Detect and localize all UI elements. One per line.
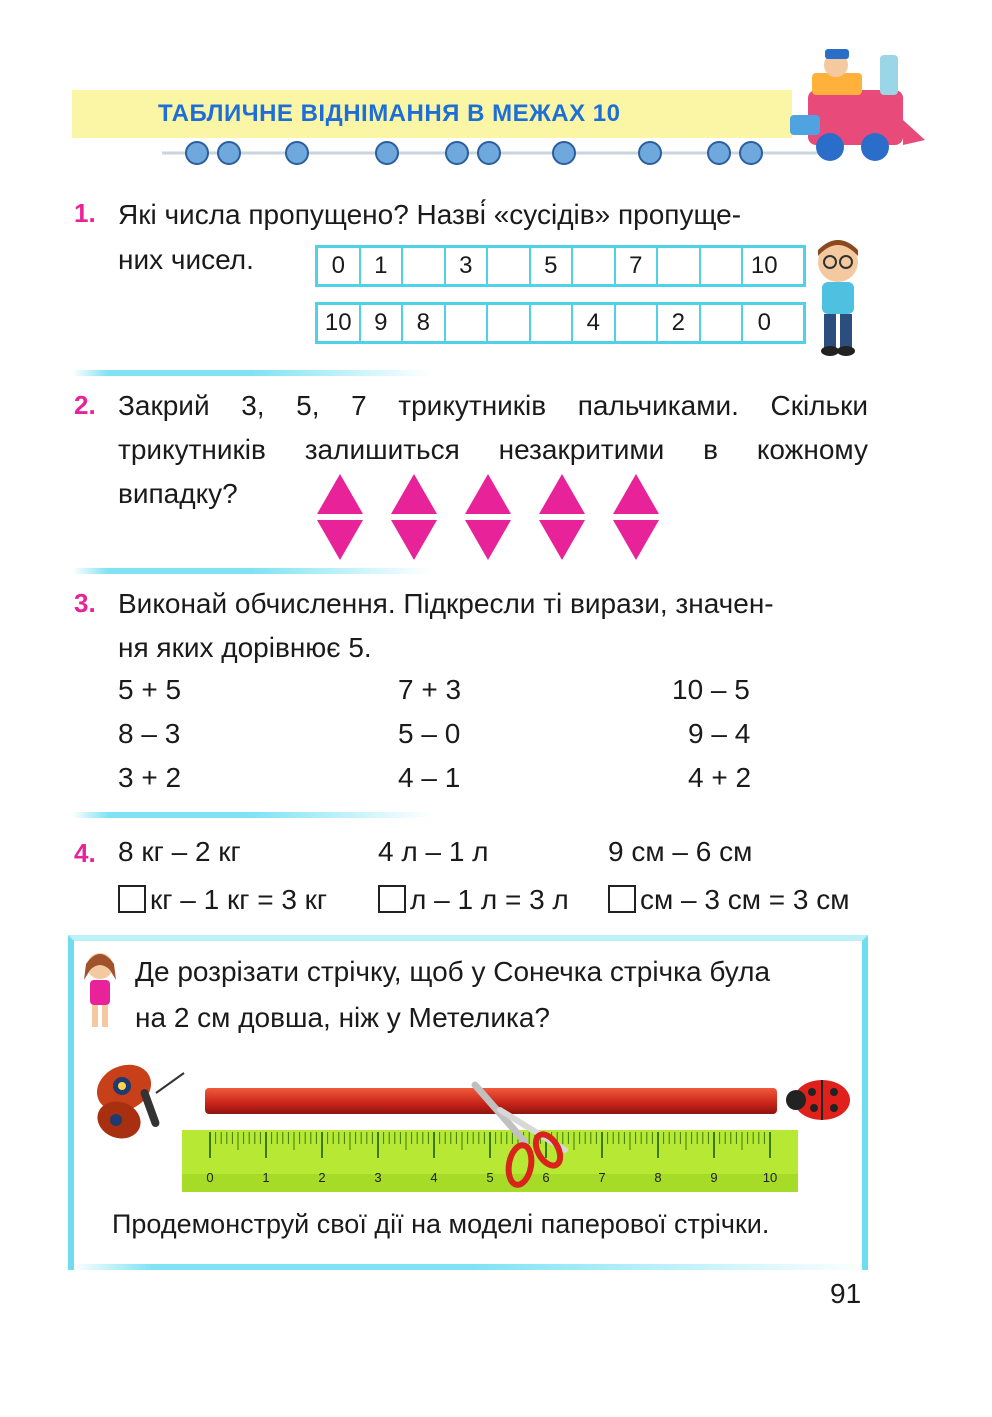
page-title: ТАБЛИЧНЕ ВІДНІМАННЯ В МЕЖАХ 10 — [158, 100, 621, 127]
task-2-line3: випадку? — [118, 478, 238, 509]
ruler-label: 2 — [318, 1170, 326, 1185]
expression: 4 л – 1 л — [378, 836, 489, 867]
equation-text: кг – 1 кг = 3 кг — [150, 884, 328, 915]
number-cell[interactable]: 8 — [403, 305, 446, 341]
task-3-number: 3. — [74, 588, 96, 618]
task-2-line1: Закрий 3, 5, 7 трикутників пальчиками. Скільки — [118, 390, 868, 421]
scissors-icon[interactable] — [470, 1080, 570, 1190]
answer-box[interactable] — [118, 885, 146, 913]
number-cell[interactable] — [488, 248, 531, 284]
number-cell[interactable] — [701, 305, 744, 341]
expression[interactable]: 7 + 3 — [398, 674, 462, 705]
number-cell[interactable] — [403, 248, 446, 284]
number-cell[interactable]: 10 — [318, 305, 361, 341]
ruler-label: 5 — [486, 1170, 494, 1185]
task-3-line1: Виконай обчислення. Підкресли ті вирази, значен- — [118, 588, 774, 619]
triangle-up[interactable] — [465, 474, 511, 514]
puzzle-footer: Продемонструй свої дії на моделі паперової стрічки. — [112, 1209, 770, 1239]
number-cell[interactable]: 4 — [573, 305, 616, 341]
expression[interactable]: 10 – 5 — [672, 674, 750, 705]
section-separator — [72, 370, 432, 376]
task-4-number: 4. — [74, 838, 96, 868]
ruler-label: 4 — [430, 1170, 438, 1185]
number-cell[interactable] — [446, 305, 489, 341]
triangle-down[interactable] — [539, 520, 585, 560]
number-row-descending — [315, 302, 806, 344]
number-cell[interactable]: 3 — [446, 248, 489, 284]
expression[interactable]: 4 – 1 — [398, 762, 461, 793]
number-cell[interactable] — [701, 248, 744, 284]
ruler-label: 7 — [598, 1170, 606, 1185]
equation-with-blank — [378, 884, 569, 916]
ruler-label: 8 — [654, 1170, 662, 1185]
task-1-text-line1: Які числа пропущено? Назві́ «сусідів» пропуще- — [118, 199, 742, 230]
triangle-down[interactable] — [317, 520, 363, 560]
number-cell[interactable] — [616, 305, 659, 341]
expression[interactable]: 3 + 2 — [118, 762, 182, 793]
ruler-label: 6 — [542, 1170, 550, 1185]
triangle-down[interactable] — [391, 520, 437, 560]
expression[interactable]: 4 + 2 — [688, 762, 752, 793]
task-1-text-line2: них чисел. — [118, 244, 254, 275]
task-2-number: 2. — [74, 390, 96, 420]
triangle-up[interactable] — [539, 474, 585, 514]
number-cell[interactable]: 5 — [531, 248, 574, 284]
girl-illustration — [80, 950, 120, 1035]
number-cell[interactable]: 1 — [361, 248, 404, 284]
number-cell[interactable]: 10 — [750, 252, 778, 279]
triangle-up[interactable] — [317, 474, 363, 514]
ruler-label: 1 — [262, 1170, 270, 1185]
number-cell[interactable]: 0 — [757, 309, 771, 336]
ruler-label: 9 — [710, 1170, 718, 1185]
ladybug-illustration — [782, 1072, 854, 1124]
equation-text: л – 1 л = 3 л — [410, 884, 569, 915]
ruler-label: 0 — [206, 1170, 214, 1185]
butterfly-illustration — [84, 1058, 194, 1148]
task-3-line2: ня яких дорівнює 5. — [118, 632, 372, 663]
triangles-group — [315, 472, 665, 562]
task-2-line2: трикутників залишиться незакритими в кожному — [118, 434, 868, 465]
bead-string-decoration — [72, 138, 832, 168]
section-separator — [72, 812, 432, 818]
triangle-up[interactable] — [613, 474, 659, 514]
task-1-number: 1. — [74, 198, 96, 228]
equation-with-blank — [118, 884, 327, 916]
boy-illustration — [808, 238, 868, 358]
puzzle-line2: на 2 см довша, ніж у Метелика? — [135, 1002, 550, 1033]
number-row-ascending — [315, 245, 806, 287]
expression: 8 кг – 2 кг — [118, 836, 241, 867]
ruler-label: 3 — [374, 1170, 382, 1185]
section-separator — [72, 568, 432, 574]
expression[interactable]: 5 + 5 — [118, 674, 182, 705]
answer-box[interactable] — [378, 885, 406, 913]
answer-box[interactable] — [608, 885, 636, 913]
number-cell[interactable]: 9 — [361, 305, 404, 341]
equation-text: см – 3 см = 3 см — [640, 884, 850, 915]
triangle-down[interactable] — [465, 520, 511, 560]
number-cell[interactable] — [573, 248, 616, 284]
equation-with-blank — [608, 884, 850, 916]
expression: 9 см – 6 см — [608, 836, 753, 867]
puzzle-line1: Де розрізати стрічку, щоб у Сонечка стрічка була — [135, 956, 771, 987]
triangle-up[interactable] — [391, 474, 437, 514]
expression[interactable]: 8 – 3 — [118, 718, 181, 749]
number-cell[interactable] — [531, 305, 574, 341]
number-cell[interactable]: 2 — [658, 305, 701, 341]
page-number: 91 — [830, 1278, 862, 1309]
triangle-down[interactable] — [613, 520, 659, 560]
section-separator — [72, 1264, 872, 1270]
ruler-label: 10 — [762, 1170, 778, 1185]
expression[interactable]: 9 – 4 — [688, 718, 751, 749]
number-cell[interactable]: 7 — [616, 248, 659, 284]
expression[interactable]: 5 – 0 — [398, 718, 461, 749]
number-cell[interactable] — [658, 248, 701, 284]
number-cell[interactable] — [488, 305, 531, 341]
number-cell[interactable]: 0 — [318, 248, 361, 284]
train-illustration — [790, 45, 930, 170]
